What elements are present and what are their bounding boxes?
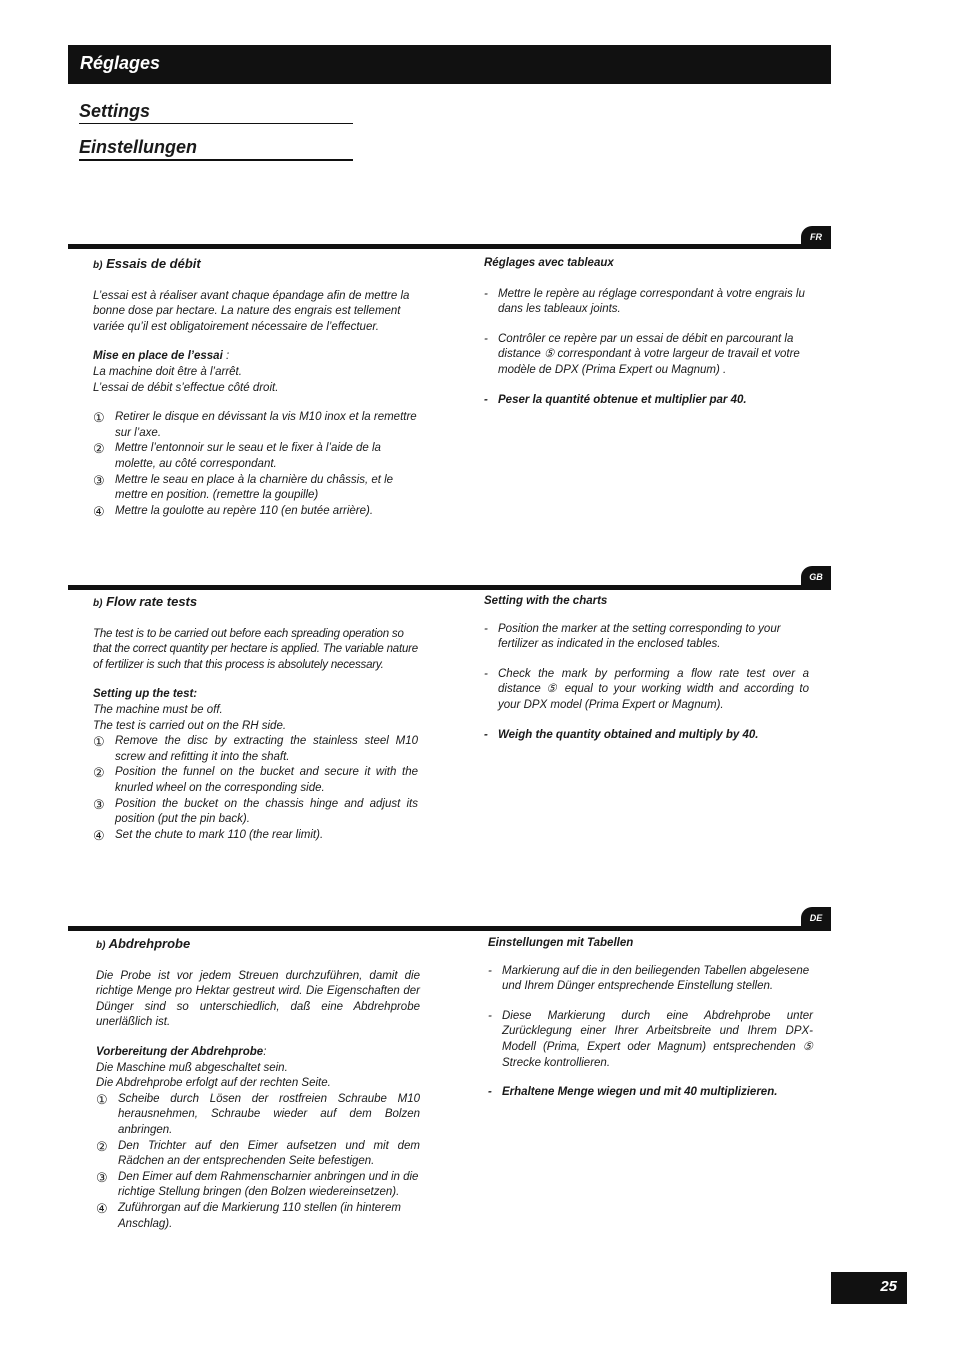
de-setup-title: Vorbereitung der Abdrehprobe: xyxy=(96,1045,267,1058)
gb-setup-line2: The test is carried out on the RH side. xyxy=(93,719,287,732)
step-number-icon: ② xyxy=(93,441,105,457)
step-number-icon: ④ xyxy=(93,503,105,519)
gb-bullet: - Check the mark by performing a flow rate test over a distance ⑤ equal to your working width and according to your DPX model (Prima Expert or Magnum). xyxy=(484,667,809,711)
de-intro: Die Probe ist vor jedem Streuen durchzuführen, damit die richtige Menge pro Hektar gestreut wird. Die Eigenschaften der Dünger sind so unterschiedlich, daß eine Abdrehprobe unerläßlich ist. xyxy=(96,969,420,1029)
fr-right-heading: Réglages avec tableaux xyxy=(484,257,614,269)
fr-step: ④ Mettre la goulotte au repère 110 (en butée arrière). xyxy=(93,503,374,519)
fr-setup-title: Mise en place de l’essai : xyxy=(93,350,230,363)
gb-left-column xyxy=(93,594,418,843)
de-bullet: - Markierung auf die in den beiliegenden Tabellen abgelesene und Ihrem Dünger entsprechende Einstellung stellen. xyxy=(488,964,810,993)
fr-step: ③ Mettre le seau en place à la charnière du châssis, et le mettre en position. (remettre la goupille) xyxy=(93,472,394,502)
language-badge-fr: FR xyxy=(801,226,831,248)
de-right-column xyxy=(488,936,813,1101)
gb-bullet: - Weigh the quantity obtained and multiply by 40. xyxy=(484,728,759,741)
fr-bullet: - Peser la quantité obtenue et multiplier par 40. xyxy=(484,393,747,406)
step-number-icon: ① xyxy=(93,734,105,750)
subtitle-settings: Settings xyxy=(79,101,353,124)
gb-step: ② Position the funnel on the bucket and secure it with the knurled wheel on the corresponding side. xyxy=(93,765,418,794)
section-rule-gb xyxy=(68,585,831,590)
de-heading: b) Abdrehprobe xyxy=(96,936,191,951)
fr-right-column xyxy=(484,256,809,408)
gb-step: ③ Position the bucket on the chassis hinge and adjust its position (put the pin back). xyxy=(93,796,418,826)
step-number-icon: ③ xyxy=(93,472,105,488)
gb-right-heading: Setting with the charts xyxy=(484,595,608,607)
gb-step: ④ Set the chute to mark 110 (the rear limit). xyxy=(93,827,324,843)
de-setup-line1: Die Maschine muß abgeschaltet sein. xyxy=(96,1061,288,1074)
fr-setup-line2: L’essai de débit s’effectue côté droit. xyxy=(93,381,279,394)
gb-right-column xyxy=(484,594,809,743)
fr-step: ① Retirer le disque en dévissant la vis M10 inox et la remettre sur l’axe. xyxy=(93,410,417,439)
fr-left-column xyxy=(93,256,418,519)
de-step: ② Den Trichter auf den Eimer aufsetzen und mit dem Rädchen an der entsprechenden Seite befestigen. xyxy=(96,1138,420,1168)
de-setup-line2: Die Abdrehprobe erfolgt auf der rechten Seite. xyxy=(96,1077,331,1090)
step-number-icon: ④ xyxy=(96,1200,108,1216)
gb-setup-line1: The machine must be off. xyxy=(93,703,223,716)
page-number: 25 xyxy=(831,1272,907,1304)
de-bullet: - Diese Markierung durch eine Abdrehprobe unter Zurücklegung einer Ihrer Arbeitsbreite und Ihrem DPX-Modell (Prima, Expert oder Magnum) entsprechenden ⑤ Strecke kontrollieren. xyxy=(488,1009,813,1069)
de-right-heading: Einstellungen mit Tabellen xyxy=(488,937,634,949)
header-bar xyxy=(68,45,831,84)
language-badge-gb: GB xyxy=(801,566,831,588)
de-step: ③ Den Eimer auf dem Rahmenscharnier anbringen und in die richtige Stellung bringen (den Bolzen wiedereinsetzen). xyxy=(96,1169,419,1199)
gb-bullet: - Position the marker at the setting corresponding to your fertilizer as indicated in the enclosed tables. xyxy=(484,622,781,651)
de-bullet: - Erhaltene Menge wiegen und mit 40 multiplizieren. xyxy=(488,1086,778,1099)
fr-bullet: - Contrôler ce repère par un essai de débit en parcourant la distance ⑤ correspondant à votre largeur de travail et votre modèle de DPX (Prima Expert ou Magnum) . xyxy=(484,332,800,376)
de-step: ① Scheibe durch Lösen der rostfreien Schraube M10 herausnehmen, Schraube wieder auf dem Bolzen anbringen. xyxy=(96,1091,420,1136)
fr-setup-line1: La machine doit être à l’arrêt. xyxy=(93,365,242,378)
fr-step: ② Mettre l’entonnoir sur le seau et le fixer à l’aide de la molette, au côté correspondant. xyxy=(93,441,381,470)
fr-intro: L’essai est à réaliser avant chaque épandage afin de mettre la bonne dose par hectare. La nature des engrais est tellement variée qu’il est obligatoirement nécessaire de l’effectuer. xyxy=(93,289,410,333)
step-number-icon: ④ xyxy=(93,827,105,843)
step-number-icon: ② xyxy=(96,1138,108,1154)
gb-step: ① Remove the disc by extracting the stainless steel M10 screw and refitting it into the shaft. xyxy=(93,734,418,763)
section-rule-fr xyxy=(68,244,831,249)
page-title: Réglages xyxy=(80,53,161,73)
step-number-icon: ① xyxy=(93,410,105,426)
de-left-column xyxy=(96,936,420,1232)
step-number-icon: ③ xyxy=(96,1169,108,1185)
gb-intro: The test is to be carried out before each spreading operation so that the correct quantity per hectare is applied. The variable nature of fertilizer is such that this process is absolutely necessary. xyxy=(93,627,419,671)
fr-bullet: - Mettre le repère au réglage correspondant à votre engrais lu dans les tableaux joints. xyxy=(484,287,805,316)
language-badge-de: DE xyxy=(801,907,831,929)
gb-heading: b) Flow rate tests xyxy=(93,594,198,609)
step-number-icon: ③ xyxy=(93,796,105,812)
subtitle-einstellungen: Einstellungen xyxy=(79,137,353,161)
gb-setup-title: Setting up the test: xyxy=(93,688,198,701)
de-step: ④ Zuführorgan auf die Markierung 110 stellen (in hinterem Anschlag). xyxy=(96,1200,401,1230)
fr-heading: b) Essais de débit xyxy=(93,256,201,271)
section-rule-de xyxy=(68,926,831,931)
step-number-icon: ② xyxy=(93,765,105,781)
step-number-icon: ① xyxy=(96,1091,108,1107)
